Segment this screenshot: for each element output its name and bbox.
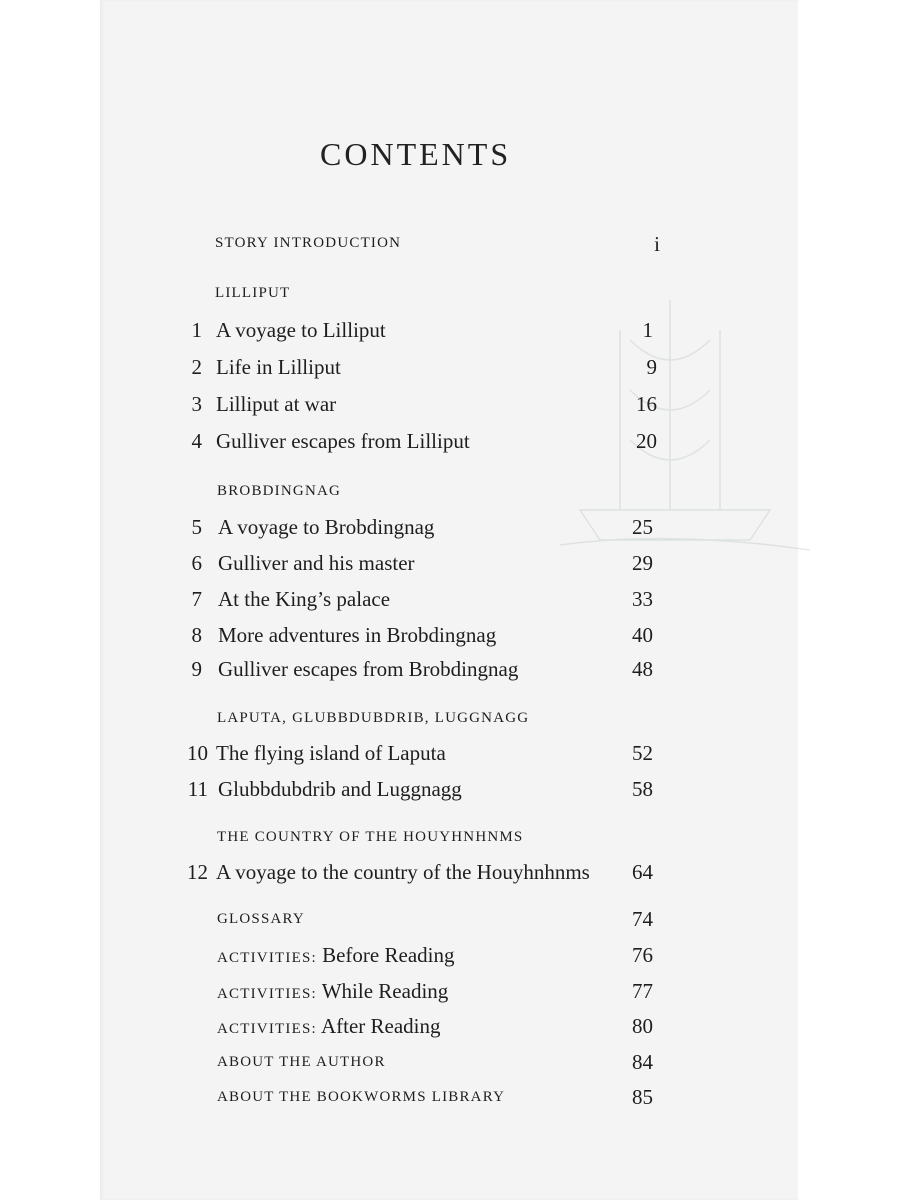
chapter-number: 5: [191, 515, 202, 539]
section-heading: LILLIPUT: [215, 285, 291, 301]
section-heading: LAPUTA, GLUBBDUBDRIB, LUGGNAGG: [217, 710, 530, 726]
book-page: [100, 0, 798, 1200]
back-matter-label: ABOUT THE BOOKWORMS LIBRARY: [217, 1089, 506, 1105]
back-matter-label: GLOSSARY: [217, 911, 305, 927]
back-matter-sublabel: After Reading: [320, 1014, 441, 1038]
chapter-page: 29: [632, 551, 653, 575]
chapter-page: 52: [632, 741, 653, 765]
chapter-title: Gulliver escapes from Lilliput: [216, 429, 470, 453]
back-matter-page: 80: [632, 1014, 653, 1038]
back-matter-label: ABOUT THE AUTHOR: [217, 1054, 386, 1070]
chapter-page: 58: [632, 777, 653, 801]
chapter-title: The flying island of Laputa: [216, 741, 446, 765]
back-matter-page: 74: [632, 907, 653, 931]
chapter-page: 25: [632, 515, 653, 539]
chapter-number: 8: [191, 623, 202, 647]
chapter-title: Glubbdubdrib and Luggnagg: [218, 777, 462, 801]
chapter-page: 9: [646, 355, 657, 379]
chapter-page: 33: [632, 587, 653, 611]
toc-page-number: i: [654, 232, 660, 256]
back-matter-page: 85: [632, 1085, 653, 1109]
chapter-title: Life in Lilliput: [216, 355, 341, 379]
chapter-page: 40: [632, 623, 653, 647]
chapter-number: 2: [191, 355, 202, 379]
chapter-title: A voyage to the country of the Houyhnhnms: [216, 860, 590, 884]
chapter-number: 10: [187, 741, 208, 765]
back-matter-sublabel: Before Reading: [322, 943, 455, 967]
toc-label: STORY INTRODUCTION: [215, 235, 402, 251]
chapter-title: Gulliver escapes from Brobdingnag: [218, 657, 519, 681]
back-matter-page: 76: [632, 943, 653, 967]
chapter-page: 20: [636, 429, 657, 453]
chapter-title: Gulliver and his master: [218, 551, 415, 575]
chapter-number: 6: [191, 551, 202, 575]
chapter-number: 3: [191, 392, 202, 416]
chapter-title: More adventures in Brobdingnag: [218, 623, 497, 647]
chapter-page: 48: [632, 657, 653, 681]
page-title: CONTENTS: [320, 136, 512, 172]
back-matter-label: ACTIVITIES:: [217, 950, 317, 966]
chapter-number: 7: [191, 587, 202, 611]
chapter-page: 1: [642, 318, 653, 342]
toc-row-story-introduction: [0, 232, 900, 258]
chapter-number: 11: [187, 777, 208, 801]
ship-illustration-showthrough: [520, 260, 820, 560]
section-heading: BROBDINGNAG: [217, 483, 342, 499]
chapter-number: 1: [191, 318, 202, 342]
back-matter-sublabel: While Reading: [321, 979, 449, 1003]
chapter-number: 9: [191, 657, 202, 681]
back-matter-page: 84: [632, 1050, 653, 1074]
chapter-title: Lilliput at war: [216, 392, 337, 416]
back-matter-label: ACTIVITIES:: [217, 986, 317, 1002]
back-matter-page: 77: [632, 979, 653, 1003]
chapter-title: A voyage to Brobdingnag: [218, 515, 435, 539]
section-heading: THE COUNTRY OF THE HOUYHNHNMS: [217, 829, 524, 845]
chapter-title: At the King’s palace: [218, 587, 391, 611]
chapter-number: 12: [187, 860, 208, 884]
back-matter-label: ACTIVITIES:: [217, 1021, 317, 1037]
chapter-title: A voyage to Lilliput: [216, 318, 386, 342]
chapter-page: 64: [632, 860, 653, 884]
chapter-number: 4: [191, 429, 202, 453]
chapter-page: 16: [636, 392, 657, 416]
